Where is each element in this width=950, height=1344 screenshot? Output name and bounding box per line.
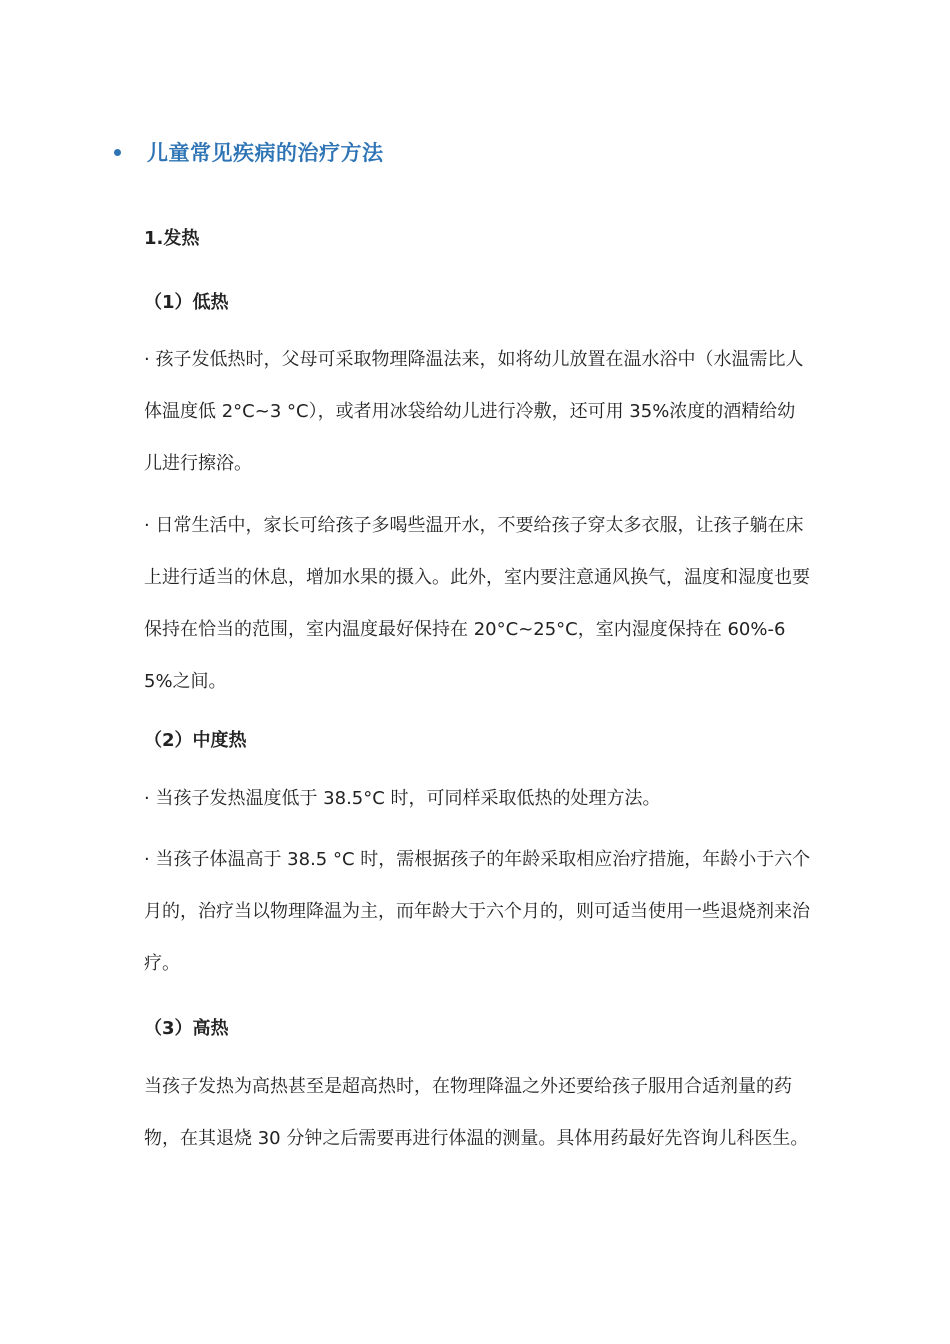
subheading-high-fever: （3）高热 <box>144 1018 229 1039</box>
subheading-low-fever: （1）低热 <box>144 292 229 313</box>
paragraph-moderate-fever-2: · 当孩子体温高于 38.5 °C 时，需根据孩子的年龄采取相应治疗措施，年龄小于六个月的，治疗当以物理降温为主，而年龄大于六个月的，则可适当使用一些退烧剂来治疗。 <box>144 849 811 974</box>
document-title: 儿童常见疾病的治疗方法 <box>147 141 384 165</box>
paragraph-high-fever-1: 当孩子发热为高热甚至是超高热时，在物理降温之外还要给孩子服用合适剂量的药物，在其退烧 30 分钟之后需要再进行体温的测量。具体用药最好先咨询儿科医生。 <box>144 1076 809 1149</box>
section-heading-fever: 1.发热 <box>144 228 200 249</box>
paragraph-moderate-fever-1: · 当孩子发热温度低于 38.5°C 时，可同样采取低热的处理方法。 <box>144 788 661 809</box>
bullet-icon <box>114 149 121 156</box>
subheading-moderate-fever: （2）中度热 <box>144 730 247 751</box>
paragraph-low-fever-2: · 日常生活中，家长可给孩子多喝些温开水，不要给孩子穿太多衣服，让孩子躺在床上进行适当的休息，增加水果的摄入。此外，室内要注意通风换气，温度和湿度也要保持在恰当的范围，室内温度最好保持在 20°C~25°C，室内湿度保持在 60%-65%之间。 <box>144 515 810 692</box>
title-row <box>110 134 384 170</box>
paragraph-low-fever-1: · 孩子发低热时，父母可采取物理降温法来，如将幼儿放置在温水浴中（水温需比人体温度低 2°C~3 °C），或者用冰袋给幼儿进行冷敷，还可用 35%浓度的酒精给幼儿进行擦浴。 <box>144 349 804 474</box>
